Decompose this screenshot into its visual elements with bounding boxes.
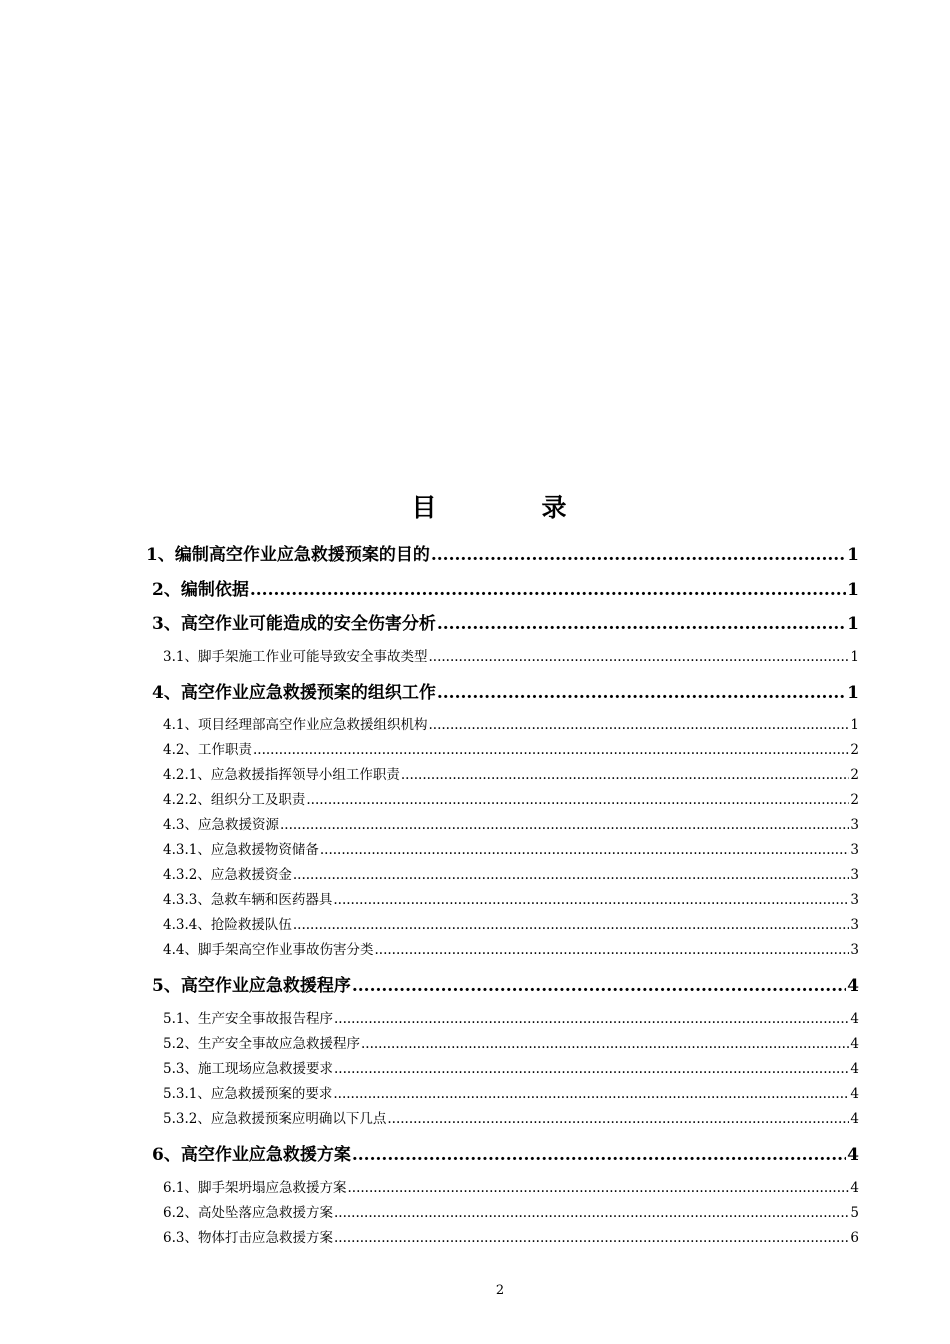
toc-leader-dots bbox=[250, 580, 846, 600]
toc-entry-label: 3、高空作业可能造成的安全伤害分析 bbox=[152, 614, 436, 634]
toc-entry-page: 1 bbox=[847, 580, 859, 600]
toc-entry-page: 4 bbox=[847, 1145, 859, 1165]
toc-leader-dots bbox=[437, 614, 846, 634]
toc-entry-chapter[interactable] bbox=[146, 540, 859, 564]
toc-entry-label: 6.1、脚手架坍塌应急救援方案 bbox=[163, 1180, 347, 1196]
toc-entry-page: 3 bbox=[850, 942, 859, 958]
toc-leader-dots bbox=[401, 767, 850, 783]
toc-entry-page: 1 bbox=[847, 614, 859, 634]
toc-entry-section[interactable] bbox=[163, 813, 859, 833]
page-number: 2 bbox=[495, 1283, 505, 1298]
toc-leader-dots bbox=[333, 892, 849, 908]
toc-entry-page: 2 bbox=[850, 767, 859, 783]
toc-entry-page: 4 bbox=[850, 1011, 859, 1027]
toc-entry-chapter[interactable] bbox=[152, 609, 859, 633]
toc-entry-label: 4.3.2、应急救援资金 bbox=[163, 867, 292, 883]
toc-entry-label: 3.1、脚手架施工作业可能导致安全事故类型 bbox=[163, 649, 428, 665]
toc-entry-page: 4 bbox=[850, 1086, 859, 1102]
toc-entry-section[interactable] bbox=[163, 913, 859, 933]
toc-entry-page: 1 bbox=[847, 545, 859, 565]
toc-entry-page: 1 bbox=[850, 649, 859, 665]
toc-entry-label: 5、高空作业应急救援程序 bbox=[152, 976, 351, 996]
toc-leader-dots bbox=[334, 1205, 849, 1221]
toc-entry-page: 2 bbox=[850, 742, 859, 758]
toc-leader-dots bbox=[352, 1145, 846, 1165]
toc-entry-page: 4 bbox=[850, 1036, 859, 1052]
toc-entry-label: 5.3.1、应急救援预案的要求 bbox=[163, 1086, 333, 1102]
toc-leader-dots bbox=[320, 842, 850, 858]
toc-entry-label: 5.2、生产安全事故应急救援程序 bbox=[163, 1036, 360, 1052]
toc-entry-label: 2、编制依据 bbox=[152, 580, 249, 600]
toc-entry-section[interactable] bbox=[163, 713, 859, 733]
toc-leader-dots bbox=[428, 717, 849, 733]
toc-entry-page: 4 bbox=[850, 1111, 859, 1127]
toc-entry-section[interactable] bbox=[163, 763, 859, 783]
toc-leader-dots bbox=[253, 742, 849, 758]
toc-entry-label: 1、编制高空作业应急救援预案的目的 bbox=[146, 545, 430, 565]
toc-entry-chapter[interactable] bbox=[152, 1140, 859, 1164]
toc-entry-label: 4.2、工作职责 bbox=[163, 742, 252, 758]
toc-entry-label: 4.3.3、急救车辆和医药器具 bbox=[163, 892, 333, 908]
toc-entry-section[interactable] bbox=[163, 1057, 859, 1077]
toc-entry-section[interactable] bbox=[163, 645, 859, 665]
toc-leader-dots bbox=[334, 1230, 849, 1246]
toc-entry-section[interactable] bbox=[163, 738, 859, 758]
toc-entry-page: 3 bbox=[850, 917, 859, 933]
toc-entry-section[interactable] bbox=[163, 1082, 859, 1102]
toc-entry-label: 5.3.2、应急救援预案应明确以下几点 bbox=[163, 1111, 387, 1127]
toc-title: 目 录 bbox=[411, 493, 607, 522]
toc-leader-dots bbox=[293, 917, 850, 933]
toc-entry-section[interactable] bbox=[163, 1201, 859, 1221]
toc-entry-page: 3 bbox=[850, 842, 859, 858]
toc-leader-dots bbox=[334, 1061, 849, 1077]
toc-entry-page: 3 bbox=[850, 892, 859, 908]
toc-entry-label: 5.1、生产安全事故报告程序 bbox=[163, 1011, 333, 1027]
toc-entry-section[interactable] bbox=[163, 1107, 859, 1127]
toc-entry-page: 3 bbox=[850, 817, 859, 833]
toc-entry-page: 4 bbox=[850, 1061, 859, 1077]
toc-entry-section[interactable] bbox=[163, 888, 859, 908]
toc-entry-chapter[interactable] bbox=[152, 575, 859, 599]
toc-entry-label: 4.1、项目经理部高空作业应急救援组织机构 bbox=[163, 717, 428, 733]
toc-entry-section[interactable] bbox=[163, 1176, 859, 1196]
toc-entry-section[interactable] bbox=[163, 1007, 859, 1027]
toc-entry-page: 4 bbox=[850, 1180, 859, 1196]
toc-entry-page: 1 bbox=[850, 717, 859, 733]
toc-entry-label: 4.3.1、应急救援物资储备 bbox=[163, 842, 319, 858]
toc-entry-label: 6、高空作业应急救援方案 bbox=[152, 1145, 351, 1165]
toc-entry-section[interactable] bbox=[163, 863, 859, 883]
toc-entry-page: 3 bbox=[850, 867, 859, 883]
toc-entry-page: 4 bbox=[847, 976, 859, 996]
toc-leader-dots bbox=[428, 649, 849, 665]
toc-entry-section[interactable] bbox=[163, 1032, 859, 1052]
toc-entry-section[interactable] bbox=[163, 1226, 859, 1246]
toc-entry-section[interactable] bbox=[163, 838, 859, 858]
toc-entry-label: 6.2、高处坠落应急救援方案 bbox=[163, 1205, 333, 1221]
toc-entry-label: 4.3.4、抢险救援队伍 bbox=[163, 917, 292, 933]
toc-leader-dots bbox=[387, 1111, 849, 1127]
toc-entry-label: 4、高空作业应急救援预案的组织工作 bbox=[152, 683, 436, 703]
toc-leader-dots bbox=[333, 1086, 849, 1102]
toc-entry-chapter[interactable] bbox=[152, 971, 859, 995]
toc-leader-dots bbox=[352, 976, 846, 996]
toc-entry-section[interactable] bbox=[163, 788, 859, 808]
toc-entry-label: 5.3、施工现场应急救援要求 bbox=[163, 1061, 333, 1077]
toc-entry-label: 4.3、应急救援资源 bbox=[163, 817, 279, 833]
toc-leader-dots bbox=[431, 545, 846, 565]
toc-entry-chapter[interactable] bbox=[152, 678, 859, 702]
toc-leader-dots bbox=[437, 683, 846, 703]
toc-leader-dots bbox=[334, 1011, 849, 1027]
toc-entry-label: 4.2.2、组织分工及职责 bbox=[163, 792, 306, 808]
toc-leader-dots bbox=[361, 1036, 849, 1052]
toc-leader-dots bbox=[306, 792, 849, 808]
toc-entry-page: 2 bbox=[850, 792, 859, 808]
toc-entry-page: 6 bbox=[850, 1230, 859, 1246]
toc-entry-label: 6.3、物体打击应急救援方案 bbox=[163, 1230, 333, 1246]
toc-entry-label: 4.4、脚手架高空作业事故伤害分类 bbox=[163, 942, 374, 958]
toc-entry-label: 4.2.1、应急救援指挥领导小组工作职责 bbox=[163, 767, 400, 783]
toc-entry-page: 5 bbox=[850, 1205, 859, 1221]
toc-entry-section[interactable] bbox=[163, 938, 859, 958]
toc-leader-dots bbox=[374, 942, 849, 958]
toc-leader-dots bbox=[347, 1180, 849, 1196]
toc-leader-dots bbox=[293, 867, 850, 883]
toc-leader-dots bbox=[280, 817, 849, 833]
toc-entry-page: 1 bbox=[847, 683, 859, 703]
